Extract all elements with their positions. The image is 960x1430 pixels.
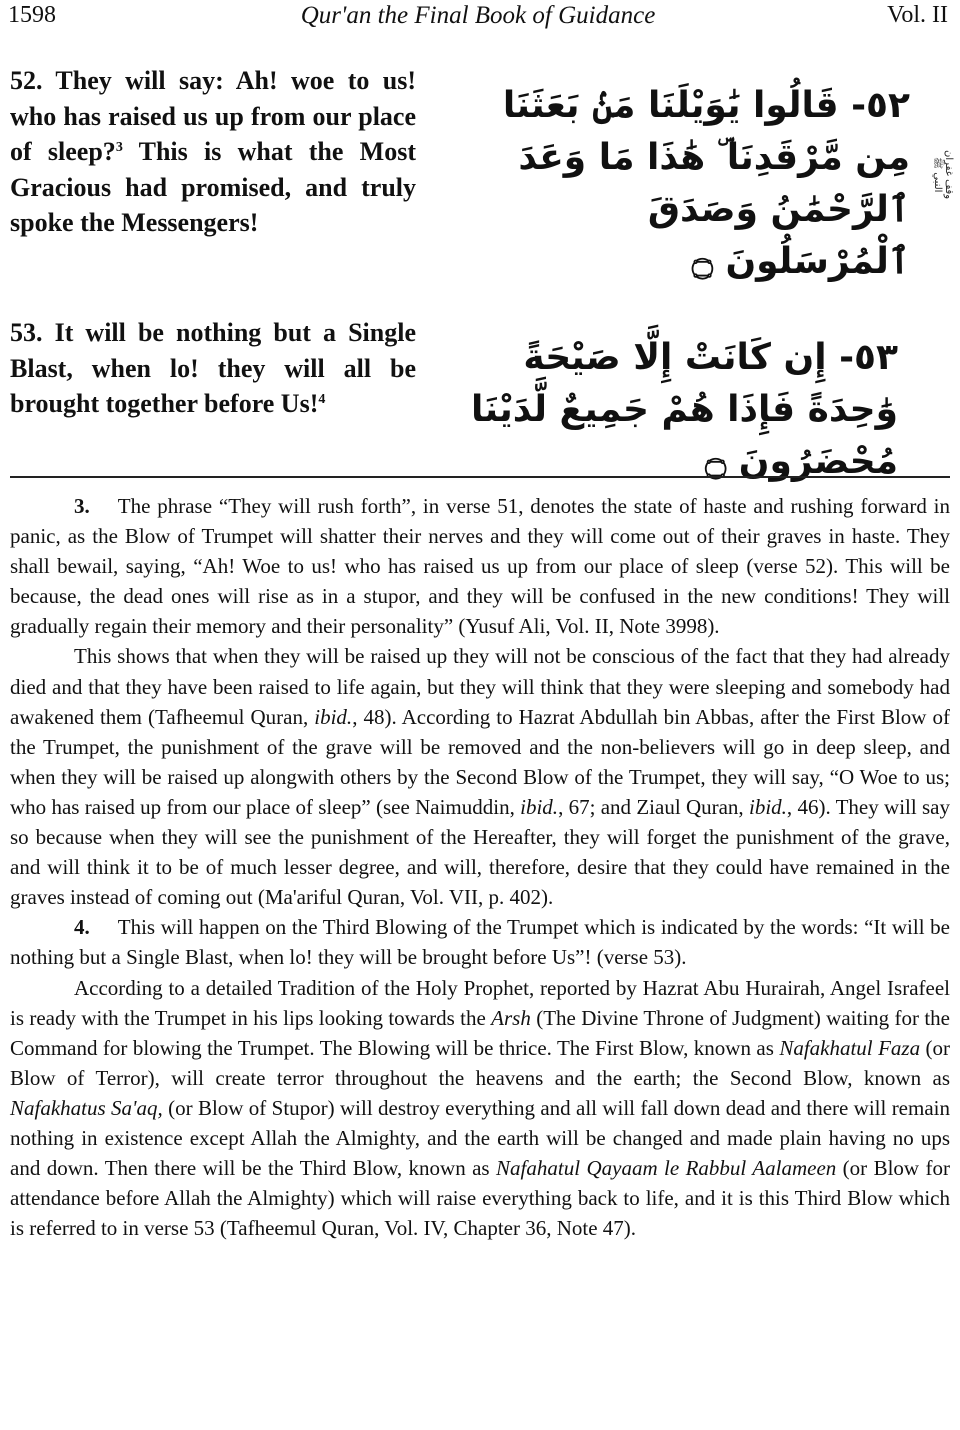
verse-52-arabic (490, 80, 910, 288)
separator-line (10, 476, 950, 478)
verse-52-text: 52. They will say: Ah! woe to us! who has raised us up from our place of sleep? (10, 66, 416, 166)
note-4-text: This will happen on the Third Blowing of the Trumpet which is indicated by the words: “It will be nothing but a Single Blast, when lo! they will be brought before Us”! (verse 53). (10, 915, 950, 970)
note-3-text-b: , 48). According to Hazrat Abdullah bin Abbas, after the First Blow of the Trumpet, the punishment of the grave will be removed and the non-believers will go in deep sleep, and when they will be raised up alongwith others by the Second Blow of the Trumpet, they will say, “O Woe to us; who has raised up from our place of sleep” (see Naimuddin, (10, 704, 950, 819)
note-4-number: 4. (74, 915, 90, 940)
note-4-text-b: (The Divine Throne of Judgment) waiting for the Command for blowing the Trumpet. The Blowing will be thrice. The First Blow, known as (10, 1005, 950, 1060)
verse-53-translation (10, 315, 416, 422)
page-number: 1598 (8, 2, 56, 28)
page-header (8, 2, 948, 34)
verse-53-arabic-text: ٥٣- إِن كَانَتْ إِلَّا صَيْحَةً وَٰحِدَةً فَإِذَا هُمْ جَمِيعٌ لَّدَيْنَا مُحْضَرُونَ ۝ (470, 337, 898, 482)
margin-note: وقف غفران النبي ﷺ (932, 150, 954, 200)
term-saaq: Nafakhatus Sa'aq, (10, 1095, 163, 1120)
term-arsh: Arsh (491, 1005, 531, 1030)
term-qayaam: Nafahatul Qayaam le Rabbul Aalameen (496, 1156, 837, 1181)
verse-52-text-cont: This is what the Most Gracious had promised, and truly spoke the Messengers! (10, 137, 416, 237)
note-3-text-a: This shows that when they will be raised up they will not be conscious of the fact that they had already died and that they have been raised to life again, but they will think that they were sleeping and somebody had awakened them (Tafheemul Quran, (10, 644, 950, 729)
note-4-paragraph-2 (10, 973, 950, 1244)
note-4-paragraph-1 (10, 912, 950, 972)
book-title: Qur'an the Final Book of Guidance (300, 2, 656, 29)
note-3-text: The phrase “They will rush forth”, in verse 51, denotes the state of haste and rushing forward in panic, as the Blow of Trumpet will shatter their nerves and they will come out of their graves in haste. They shall bewail, saying, “Ah! Woe to us! who has raised us up from our place of sleep (verse 52). This will be because, the dead ones will rise as in a stupor, and they will be confused in the new conditions! They will gradually regain their memory and their personality” (Yusuf Ali, Vol. II, Note 3998). (10, 494, 950, 639)
note-4-text-a: According to a detailed Tradition of the Holy Prophet, reported by Hazrat Abu Hurairah, Angel Israfeel is ready with the Trumpet in his lips looking towards the (10, 975, 950, 1030)
footnotes (10, 491, 950, 1243)
note-4-text-c: (or Blow of Terror), will create terror throughout the heavens and the earth; the Second Blow, known as (10, 1035, 950, 1090)
term-faza: Nafakhatul Faza (779, 1035, 921, 1060)
verse-53-arabic (458, 332, 898, 488)
note-3-paragraph-2 (10, 641, 950, 912)
footnote-ref-4: 4 (318, 392, 326, 407)
note-4-text-e: (or Blow for attendance before Allah the Almighty) which will raise everything back to life, and it is this Third Blow which is referred to in verse 53 (Tafheemul Quran, Vol. IV, Chapter 36, Note 47). (10, 1156, 950, 1241)
note-3-text-d: , 46). They will say so because when they will see the punishment of the Hereafter, they will forget the punishment of the grave, and will think it to be of much lesser degree, and will, therefore, desire that they could have remained in the graves instead of coming out (Ma'ariful Quran, Vol. VII, p. 402). (10, 794, 950, 910)
verse-52-translation (10, 63, 416, 241)
verse-52-arabic-text: ٥٢- قَالُوا يَٰوَيْلَنَا مَنۢ بَعَثَنَا مِن مَّرْقَدِنَا ۜ هَٰذَا مَا وَعَدَ ٱلرَّحْمَٰنُ وَصَدَقَ ٱلْمُرْسَلُونَ ۝ (502, 85, 910, 282)
volume-label: Vol. II (887, 2, 948, 28)
ibid-ref: ibid. (520, 794, 559, 819)
note-3-text-c: , 67; and Ziaul Quran, (558, 794, 749, 819)
ibid-ref: ibid. (314, 704, 353, 729)
ibid-ref: ibid. (748, 794, 787, 819)
verse-53-text: 53. It will be nothing but a Single Blast, when lo! they will all be brought together before Us! (10, 318, 416, 418)
footnote-ref-3: 3 (115, 140, 123, 155)
note-4-text-d: (or Blow of Stupor) will destroy everything and all will fall down dead and there will remain nothing in existence except Allah the Almighty, and the earth will be changed and made plain having no ups and down. Then there will be the Third Blow, known as (10, 1095, 950, 1181)
note-3-paragraph-1 (10, 491, 950, 641)
note-3-number: 3. (74, 494, 90, 518)
